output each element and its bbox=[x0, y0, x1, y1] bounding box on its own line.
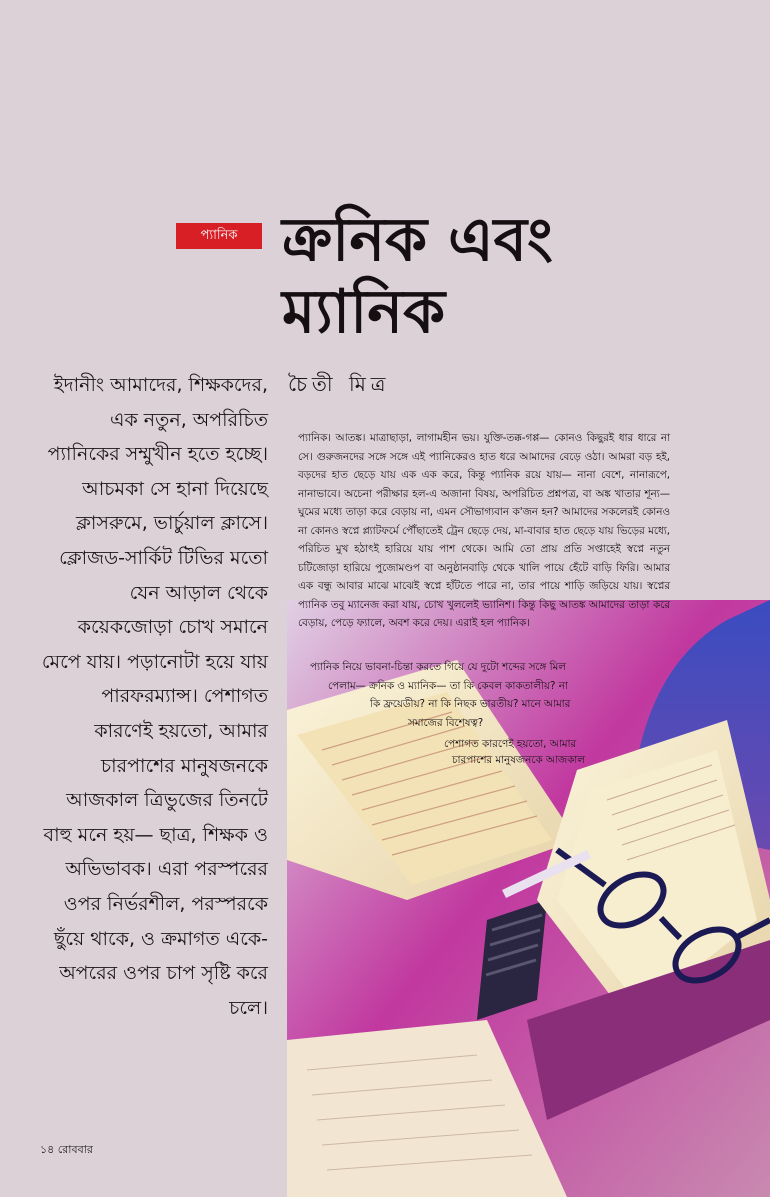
body-line-1: প্যানিক নিয়ে ভাবনা-চিন্তা করতে গিয়ে যে দুটো শব্দের সঙ্গে মিল bbox=[310, 661, 566, 673]
headline-line-2: ম্যানিক bbox=[282, 277, 446, 347]
page-folio: ১৪ রোববার bbox=[40, 1143, 93, 1156]
body-line-2: পেলাম— ক্রনিক ও ম্যানিক— তা কি কেবল কাকতালীয়? না bbox=[328, 680, 568, 692]
body-line-6: চারপাশের মানুষজনকে আজকাল bbox=[452, 754, 585, 766]
headline-line-1: ক্রনিক এবং bbox=[282, 205, 553, 275]
author-byline: চৈতী মিত্র bbox=[288, 372, 391, 396]
body-line-5: পেশাগত কারণেই হয়তো, আমার bbox=[444, 738, 577, 750]
section-tag: প্যানিক bbox=[176, 223, 262, 249]
pull-quote: ইদানীং আমাদের, শিক্ষকদের, এক নতুন, অপরিচিত প্যানিকের সম্মুখীন হতে হচ্ছে। আচমকা সে হানা দিয়েছে ক্লাসরুমে, ভার্চুয়াল ক্লাসে। ক্লোজড-সার্কিট টিভির মতো যেন আড়াল থেকে কয়েকজোড়া চোখ সমানে মেপে যায়। পড়ানোটা হয়ে যায় পারফরম্যান্স। পেশাগত কারণেই হয়তো, আমার চারপাশের মানুষজনকে আজকাল ত্রিভুজের তিনটে বাহু মনে হয়— ছাত্র, শিক্ষক ও অভিভাবক। এরা পরস্পরের ওপর নির্ভরশীল, পরস্পরকে ছুঁয়ে থাকে, ও ক্রমাগত একে-অপরের ওপর চাপ সৃষ্টি করে চলে। bbox=[41, 374, 268, 1019]
body-paragraph-1: প্যানিক। আতঙ্ক। মাত্রাছাড়া, লাগামহীন ভয়। যুক্তি-তক্ক-গপ্প— কোনও কিছুরই ধার ধারে না সে। গুরুজনদের সঙ্গে সঙ্গে এই প্যানিকেরও হাত ধরে আমাদের বেড়ে ওঠা। আমরা বড় হই, বড়দের হাত ছেড়ে যায় এক এক করে, কিন্তু প্যানিক রয়ে যায়— নানা বেশে, নানারূপে, নানাভাবে। অচেনা পরীক্ষার হল-এ অজানা বিষয়, অপরিচিত প্রশ্নপত্র, বা অঙ্ক খাতার শূন্য— ঘুমের মধ্যে তাড়া করে বেড়ায় না, এমন সৌভাগ্যবান ক'জন হন? আমাদের সকলেরই কোনও না কোনও স্বপ্নে প্ল্যাটফর্মে পৌঁছাতেই ট্রেন ছেড়ে দেয়, মা-বাবার হাত ছেড়ে যায় ভিড়ের মধ্যে, পরিচিত মুখ হঠাৎই হারিয়ে যায় পাশ থেকে। আমি তো প্রায় প্রতি সপ্তাহেই স্বপ্নে নতুন চটিজোড়া হারিয়ে পুজোমণ্ডপ বা অনুষ্ঠানবাড়ি থেকে খালি পায়ে হেঁটে বাড়ি ফিরি। আমার এক বন্ধু আবার মাঝে মাঝেই স্বপ্নে হাঁটতে পারে না, তার পায়ে শাড়ি জড়িয়ে যায়। স্বপ্নের প্যানিক তবু ম্যানেজ করা যায়, চোখ খুললেই ভ্যানিশ। কিন্তু কিছু আতঙ্ক আমাদের তাড়া করে বেড়ায়, পেড়ে ফ্যালে, অবশ করে দেয়। এরাই হল প্যানিক। bbox=[298, 432, 670, 629]
body-line-4: সমাজের বিশেষত্ব? bbox=[408, 717, 484, 729]
headline bbox=[282, 204, 752, 348]
article-body bbox=[298, 429, 670, 633]
body-line-3: কি ফ্রয়েডীয়? না কি নিছক ভারতীয়? মানে আমার bbox=[370, 698, 571, 710]
